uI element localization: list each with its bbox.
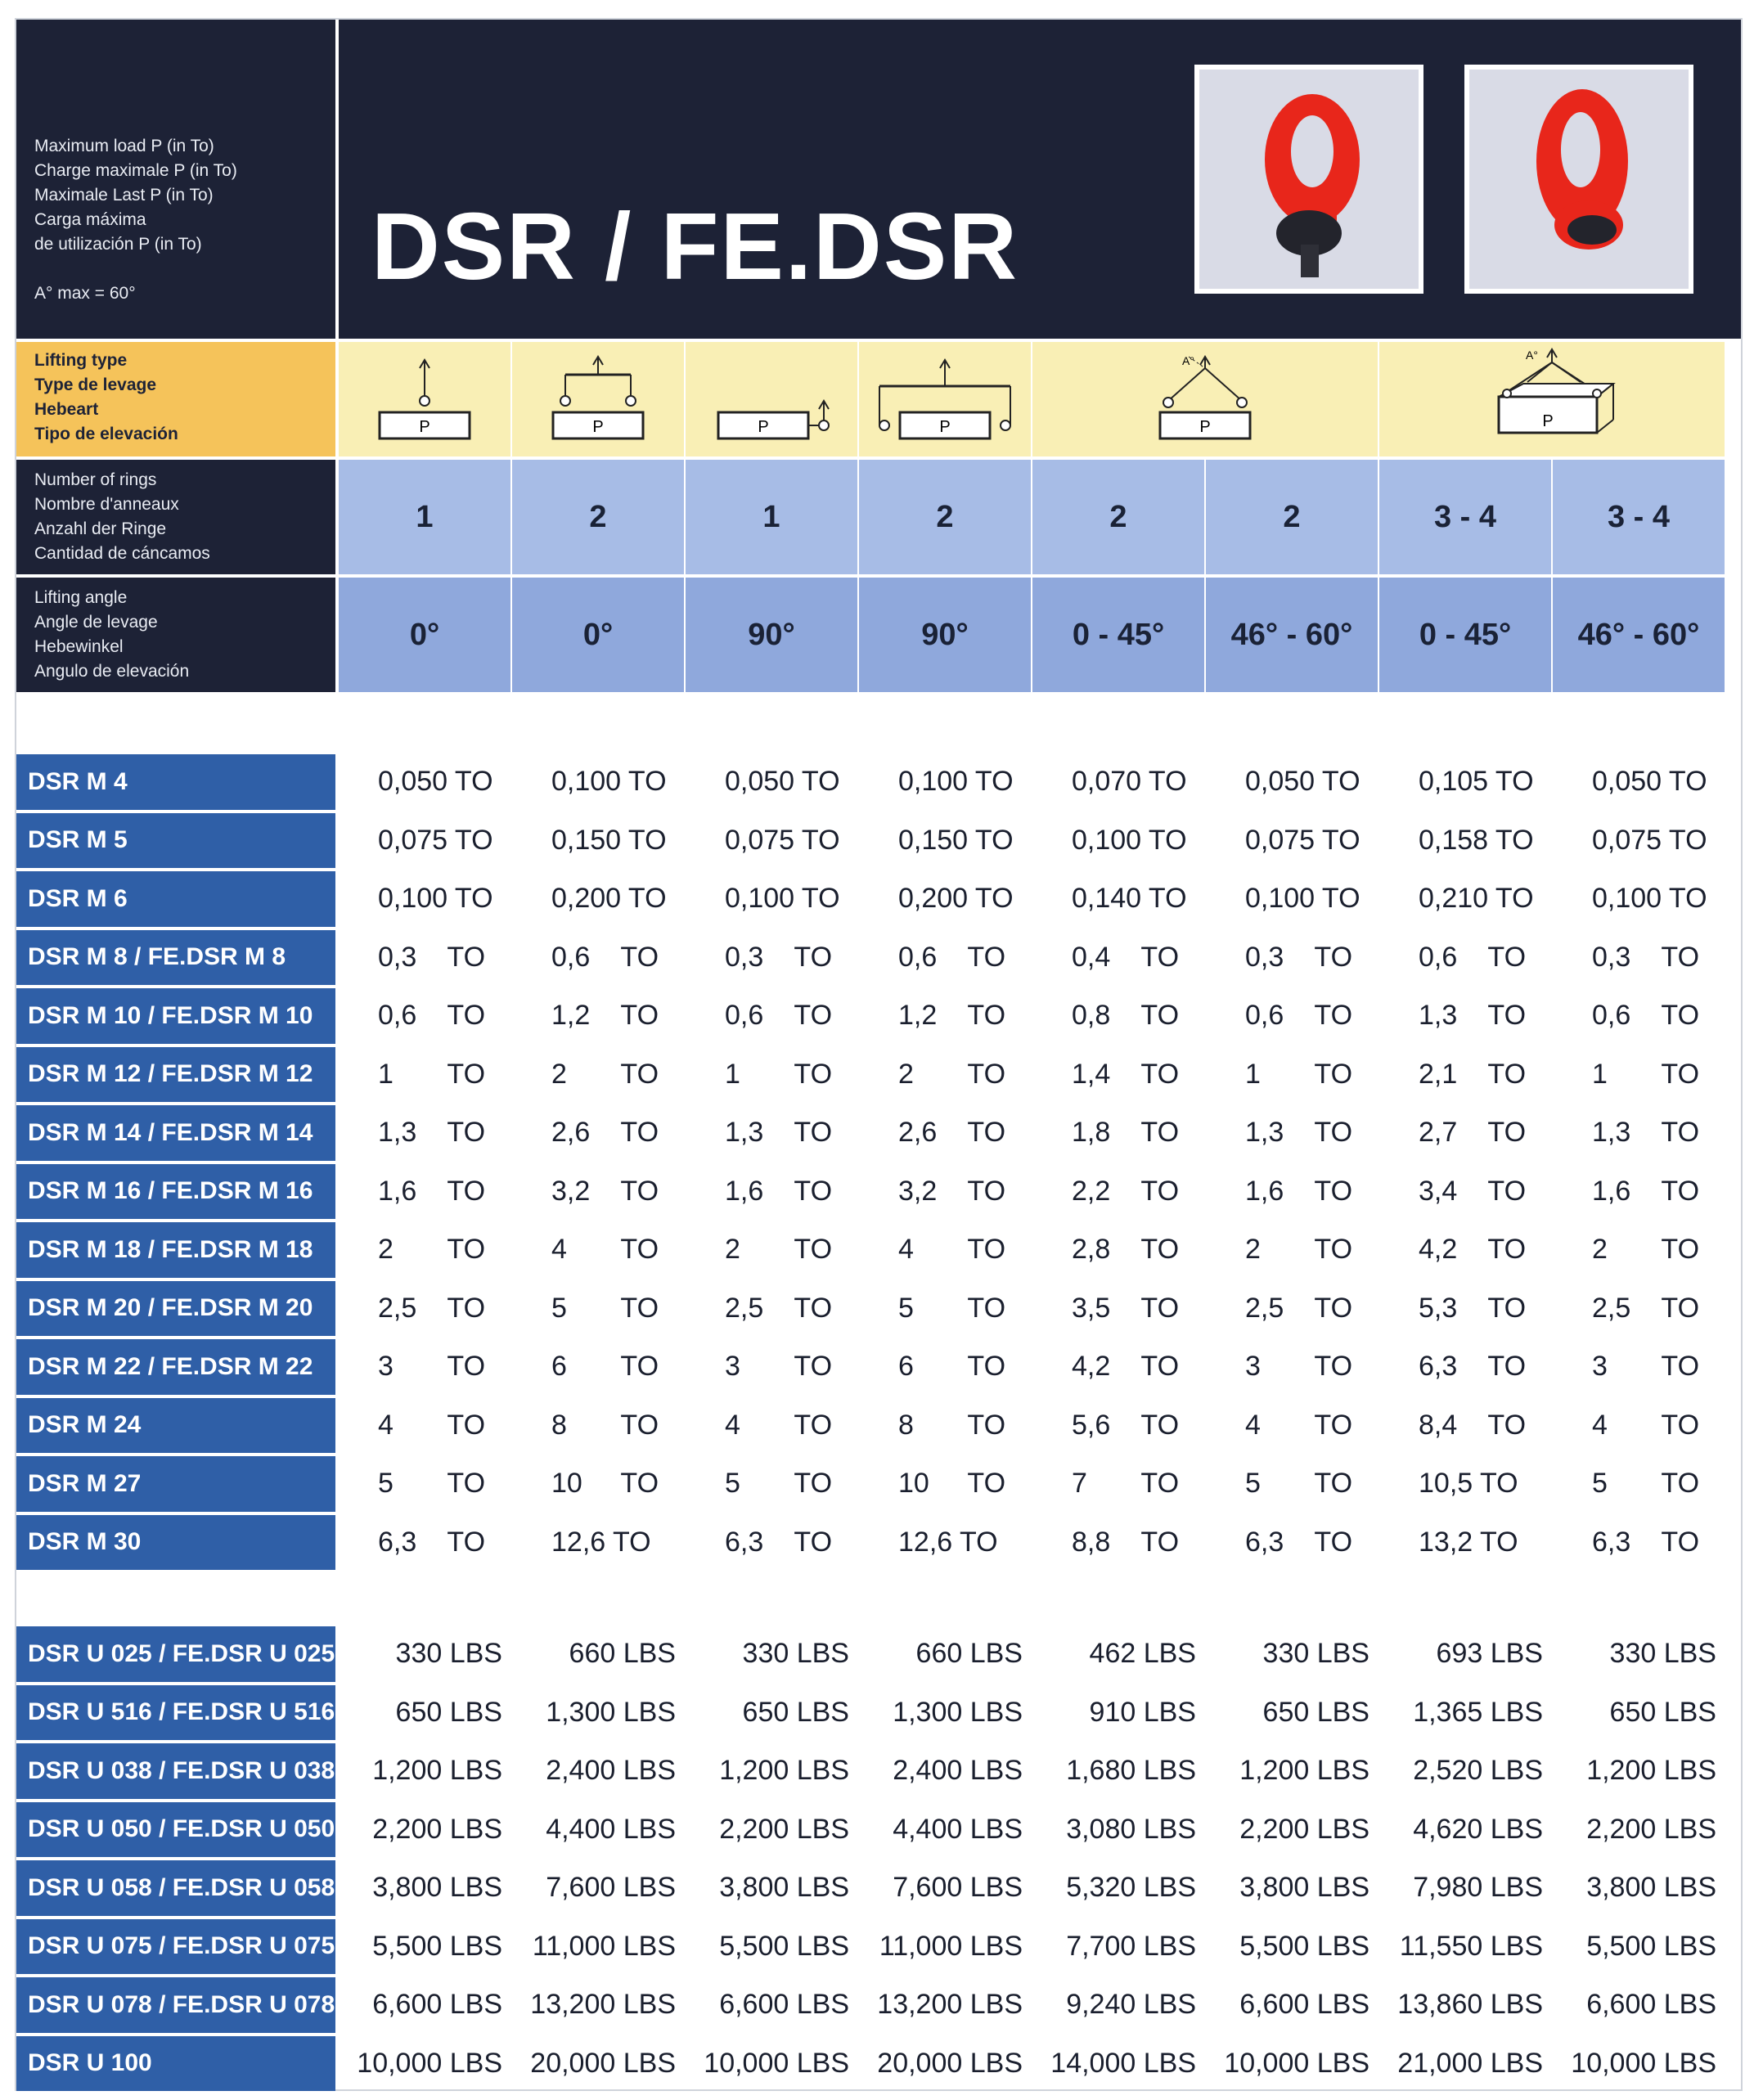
rings-cell: 2 [1032,460,1204,574]
load-value-cell: 1,6 TO [378,1175,486,1207]
load-value-cell: 7,600 LBS [546,1872,676,1904]
load-value-cell: 6,600 LBS [1586,1989,1716,2021]
row-label: DSR M 8 / FE.DSR M 8 [16,930,335,986]
load-value-cell: 650 LBS [395,1696,502,1728]
load-value-cell: 6,600 LBS [372,1989,502,2021]
load-value-cell: 5,3 TO [1419,1292,1527,1324]
load-value-cell: 2,200 LBS [719,1813,849,1845]
load-value-cell: 5,500 LBS [1239,1930,1369,1962]
row-label: DSR M 20 / FE.DSR M 20 [16,1281,335,1337]
load-value-cell: 12,6 TO [551,1526,651,1558]
load-value-cell: 0,100 TO [725,883,840,915]
load-value-cell: 4 TO [551,1234,659,1266]
angle-cell: 46° - 60° [1206,578,1378,692]
load-value-cell: 4,2 TO [1419,1234,1527,1266]
load-value-cell: 2 TO [378,1234,486,1266]
load-value-cell: 1,680 LBS [1066,1755,1196,1787]
load-value-cell: 0,075 TO [725,824,840,856]
label-line: Lifting type [34,351,128,370]
double-vertical-lift-icon [512,342,684,456]
header-title-panel [339,20,1741,339]
load-value-cell: 13,2 TO [1419,1526,1518,1558]
row-label: DSR M 24 [16,1398,335,1454]
load-value-cell: 7,700 LBS [1066,1930,1196,1962]
load-value-cell: 330 LBS [395,1638,502,1670]
svg-text:P: P [1199,418,1211,436]
load-value-cell: 0,200 TO [551,883,667,915]
load-value-cell: 3,2 TO [898,1175,1006,1207]
load-value-cell: 2,5 TO [1245,1292,1353,1324]
load-value-cell: 4,620 LBS [1413,1813,1543,1845]
label-line: Lifting angle [34,588,128,607]
load-value-cell: 9,240 LBS [1066,1989,1196,2021]
load-value-cell: 2 TO [1245,1234,1353,1266]
load-value-cell: 0,150 TO [551,824,667,856]
load-value-cell: 1,3 TO [1419,1000,1527,1032]
svg-text:P: P [1542,412,1554,430]
load-value-cell: 20,000 LBS [877,2047,1023,2079]
label-line: Carga máxima [34,210,146,229]
load-value-cell: 6,3 TO [1419,1351,1527,1383]
load-value-cell: 5 TO [551,1292,659,1324]
load-value-cell: 2,200 LBS [372,1813,502,1845]
load-value-cell: 0,158 TO [1419,824,1534,856]
load-value-cell: 1,200 LBS [1586,1755,1716,1787]
load-value-cell: 2,200 LBS [1239,1813,1369,1845]
load-value-cell: 0,075 TO [378,824,493,856]
row-label: DSR M 12 / FE.DSR M 12 [16,1047,335,1103]
load-value-cell: 6,3 TO [725,1526,833,1558]
load-value-cell: 0,100 TO [1072,824,1187,856]
load-value-cell: 2 TO [551,1058,659,1090]
number-of-rings-label [16,460,335,574]
label-line: Cantidad de cáncamos [34,544,210,563]
load-value-cell: 3,800 LBS [372,1872,502,1904]
load-value-cell: 650 LBS [1609,1696,1716,1728]
load-value-cell: 4,2 TO [1072,1351,1180,1383]
load-value-cell: 0,105 TO [1419,766,1534,798]
load-value-cell: 330 LBS [1262,1638,1369,1670]
load-value-cell: 0,100 TO [1245,883,1360,915]
load-value-cell: 1,3 TO [1592,1117,1700,1149]
row-label: DSR M 14 / FE.DSR M 14 [16,1105,335,1161]
load-value-cell: 1,6 TO [725,1175,833,1207]
load-value-cell: 10,000 LBS [1224,2047,1369,2079]
angle-cell: 0° [339,578,510,692]
load-value-cell: 0,100 TO [551,766,667,798]
load-value-cell: 21,000 LBS [1397,2047,1543,2079]
three-four-leg-lift-icon [1379,342,1725,456]
load-value-cell: 5,6 TO [1072,1409,1180,1441]
load-value-cell: 0,050 TO [378,766,493,798]
load-value-cell: 0,100 TO [898,766,1014,798]
load-value-cell: 0,070 TO [1072,766,1187,798]
load-value-cell: 1,365 LBS [1413,1696,1543,1728]
label-line: Anzahl der Ringe [34,519,167,538]
load-value-cell: 4 TO [898,1234,1006,1266]
load-value-cell: 4 TO [1592,1409,1700,1441]
load-value-cell: 2,400 LBS [893,1755,1023,1787]
load-value-cell: 1,200 LBS [1239,1755,1369,1787]
label-line: Hebewinkel [34,637,124,656]
load-value-cell: 5 TO [898,1292,1006,1324]
label-line: Number of rings [34,470,157,489]
load-value-cell: 1,8 TO [1072,1117,1180,1149]
load-value-cell: 10,000 LBS [1571,2047,1716,2079]
load-value-cell: 6,600 LBS [1239,1989,1369,2021]
load-value-cell: 0,050 TO [1245,766,1360,798]
load-value-cell: 1,200 LBS [372,1755,502,1787]
row-label: DSR M 5 [16,813,335,869]
label-line [34,257,237,281]
load-value-cell: 0,210 TO [1419,883,1534,915]
load-value-cell: 2,400 LBS [546,1755,676,1787]
load-value-cell: 3,2 TO [551,1175,659,1207]
load-value-cell: 4,400 LBS [546,1813,676,1845]
svg-text:P: P [592,418,604,436]
load-value-cell: 0,6 TO [551,941,659,973]
angle-cell: 46° - 60° [1553,578,1725,692]
row-label: DSR M 16 / FE.DSR M 16 [16,1164,335,1220]
label-line: Maximum load P (in To) [34,137,214,155]
load-value-cell: 13,200 LBS [530,1989,676,2021]
load-value-cell: 1 TO [1592,1058,1700,1090]
load-value-cell: 330 LBS [742,1638,849,1670]
rings-cell: 3 - 4 [1553,460,1725,574]
row-label: DSR U 075 / FE.DSR U 075 [16,1919,335,1975]
load-value-cell: 0,3 TO [1245,941,1353,973]
load-value-cell: 3,080 LBS [1066,1813,1196,1845]
row-label: DSR U 025 / FE.DSR U 025 [16,1626,335,1682]
two-leg-angled-lift-icon [1032,342,1378,456]
load-value-cell: 3,4 TO [1419,1175,1527,1207]
load-value-cell: 14,000 LBS [1050,2047,1196,2079]
load-value-cell: 0,075 TO [1592,824,1707,856]
load-value-cell: 2,5 TO [378,1292,486,1324]
load-value-cell: 1,3 TO [378,1117,486,1149]
load-value-cell: 2,8 TO [1072,1234,1180,1266]
row-label: DSR U 078 / FE.DSR U 078 [16,1977,335,2033]
load-value-cell: 1,300 LBS [546,1696,676,1728]
load-value-cell: 2,7 TO [1419,1117,1527,1149]
label-line: Angulo de elevación [34,662,190,681]
load-value-cell: 3,800 LBS [1586,1872,1716,1904]
red-swivel-eye-bolt-photo [1194,65,1423,294]
lifting-angle-label [16,578,335,692]
load-value-cell: 10,5 TO [1419,1468,1518,1500]
load-value-cell: 10,000 LBS [704,2047,849,2079]
load-value-cell: 1,4 TO [1072,1058,1180,1090]
load-value-cell: 6,600 LBS [719,1989,849,2021]
load-value-cell: 5,320 LBS [1066,1872,1196,1904]
label-line: de utilización P (in To) [34,235,202,254]
load-value-cell: 8,4 TO [1419,1409,1527,1441]
load-value-cell: 5 TO [1245,1468,1353,1500]
load-value-cell: 2,1 TO [1419,1058,1527,1090]
load-value-cell: 10,000 LBS [357,2047,502,2079]
product-title: DSR / FE.DSR [371,193,1019,299]
row-label: DSR U 100 [16,2036,335,2092]
load-value-cell: 5,500 LBS [372,1930,502,1962]
load-value-cell: 6,3 TO [378,1526,486,1558]
rings-cell: 2 [859,460,1031,574]
load-value-cell: 7 TO [1072,1468,1180,1500]
load-value-cell: 2,5 TO [1592,1292,1700,1324]
rings-cell: 1 [686,460,857,574]
load-value-cell: 1 TO [378,1058,486,1090]
row-label: DSR U 058 / FE.DSR U 058 [16,1860,335,1916]
double-side-lift-icon [859,342,1031,456]
load-value-cell: 6 TO [898,1351,1006,1383]
load-value-cell: 3 TO [378,1351,486,1383]
load-value-cell: 1,6 TO [1245,1175,1353,1207]
load-value-cell: 7,600 LBS [893,1872,1023,1904]
load-value-cell: 2,520 LBS [1413,1755,1543,1787]
load-value-cell: 0,150 TO [898,824,1014,856]
svg-text:P: P [419,418,430,436]
angle-cell: 90° [686,578,857,692]
angle-cell: 0° [512,578,684,692]
load-value-cell: 660 LBS [569,1638,676,1670]
label-line: Nombre d'anneaux [34,495,179,514]
red-swivel-eye-nut-photo [1464,65,1693,294]
load-value-cell: 13,200 LBS [877,1989,1023,2021]
svg-text:P: P [939,418,951,436]
load-value-cell: 8,8 TO [1072,1526,1180,1558]
load-value-cell: 5 TO [378,1468,486,1500]
load-value-cell: 1,3 TO [725,1117,833,1149]
row-label: DSR M 22 / FE.DSR M 22 [16,1339,335,1395]
load-value-cell: 0,6 TO [1592,1000,1700,1032]
load-value-cell: 2,6 TO [898,1117,1006,1149]
load-value-cell: 5 TO [1592,1468,1700,1500]
load-value-cell: 2,5 TO [725,1292,833,1324]
load-value-cell: 4 TO [378,1409,486,1441]
label-line: Type de levage [34,375,157,394]
single-vertical-lift-icon [339,342,510,456]
label-line: Tipo de elevación [34,425,178,443]
load-value-cell: 7,980 LBS [1413,1872,1543,1904]
load-value-cell: 3,800 LBS [1239,1872,1369,1904]
load-value-cell: 10 TO [551,1468,659,1500]
load-value-cell: 2,200 LBS [1586,1813,1716,1845]
load-value-cell: 4,400 LBS [893,1813,1023,1845]
load-value-cell: 0,8 TO [1072,1000,1180,1032]
load-value-cell: 6,3 TO [1245,1526,1353,1558]
load-value-cell: 0,140 TO [1072,883,1187,915]
load-value-cell: 1,200 LBS [719,1755,849,1787]
row-label: DSR M 18 / FE.DSR M 18 [16,1222,335,1278]
load-value-cell: 8 TO [551,1409,659,1441]
load-value-cell: 0,100 TO [378,883,493,915]
row-label: DSR M 6 [16,871,335,927]
load-value-cell: 11,550 LBS [1399,1930,1543,1962]
load-value-cell: 0,4 TO [1072,941,1180,973]
label-line: Hebeart [34,400,99,419]
load-value-cell: 650 LBS [742,1696,849,1728]
load-value-cell: 0,075 TO [1245,824,1360,856]
load-value-cell: 910 LBS [1089,1696,1196,1728]
load-value-cell: 5,500 LBS [1586,1930,1716,1962]
load-value-cell: 8 TO [898,1409,1006,1441]
load-value-cell: 1,3 TO [1245,1117,1353,1149]
load-value-cell: 2,6 TO [551,1117,659,1149]
load-value-cell: 1 TO [725,1058,833,1090]
rings-cell: 1 [339,460,510,574]
row-label: DSR M 30 [16,1515,335,1571]
load-value-cell: 4 TO [1245,1409,1353,1441]
svg-text:P: P [758,418,769,436]
load-value-cell: 0,6 TO [725,1000,833,1032]
load-value-cell: 1,300 LBS [893,1696,1023,1728]
row-label: DSR M 27 [16,1456,335,1512]
lifting-type-label [16,342,335,456]
load-value-cell: 0,050 TO [725,766,840,798]
load-value-cell: 0,100 TO [1592,883,1707,915]
load-value-cell: 650 LBS [1262,1696,1369,1728]
load-value-cell: 462 LBS [1089,1638,1196,1670]
load-value-cell: 1,2 TO [898,1000,1006,1032]
load-value-cell: 660 LBS [915,1638,1023,1670]
load-value-cell: 0,6 TO [1419,941,1527,973]
load-value-cell: 5 TO [725,1468,833,1500]
load-value-cell: 1,2 TO [551,1000,659,1032]
load-value-cell: 0,200 TO [898,883,1014,915]
row-label: DSR U 516 / FE.DSR U 516 [16,1685,335,1741]
rings-cell: 3 - 4 [1379,460,1551,574]
load-value-cell: 0,6 TO [1245,1000,1353,1032]
load-value-cell: 10 TO [898,1468,1006,1500]
load-value-cell: 1,6 TO [1592,1175,1700,1207]
load-value-cell: 3 TO [725,1351,833,1383]
load-value-cell: 3,5 TO [1072,1292,1180,1324]
load-value-cell: 2 TO [1592,1234,1700,1266]
load-value-cell: 6 TO [551,1351,659,1383]
max-load-info-text [34,134,237,306]
row-label: DSR U 050 / FE.DSR U 050 [16,1802,335,1858]
load-value-cell: 0,3 TO [725,941,833,973]
header-info-panel [16,20,335,339]
load-value-cell: 0,6 TO [898,941,1006,973]
label-line: Charge maximale P (in To) [34,161,237,180]
load-value-cell: 3,800 LBS [719,1872,849,1904]
load-value-cell: 3 TO [1592,1351,1700,1383]
rings-cell: 2 [1206,460,1378,574]
row-label: DSR M 4 [16,754,335,810]
load-value-cell: 20,000 LBS [530,2047,676,2079]
load-value-cell: 330 LBS [1609,1638,1716,1670]
load-value-cell: 0,3 TO [1592,941,1700,973]
load-value-cell: 1 TO [1245,1058,1353,1090]
load-value-cell: 693 LBS [1436,1638,1543,1670]
load-value-cell: 5,500 LBS [719,1930,849,1962]
load-value-cell: 11,000 LBS [879,1930,1023,1962]
svg-text:A°: A° [1182,354,1194,367]
load-value-cell: 0,3 TO [378,941,486,973]
rings-cell: 2 [512,460,684,574]
label-line: Angle de levage [34,613,158,632]
row-label: DSR U 038 / FE.DSR U 038 [16,1743,335,1799]
load-value-cell: 3 TO [1245,1351,1353,1383]
angle-cell: 0 - 45° [1032,578,1204,692]
load-value-cell: 6,3 TO [1592,1526,1700,1558]
load-value-cell: 2 TO [898,1058,1006,1090]
row-label: DSR M 10 / FE.DSR M 10 [16,988,335,1044]
label-line: Maximale Last P (in To) [34,186,214,205]
load-value-cell: 11,000 LBS [532,1930,676,1962]
load-table-page [15,18,1743,2091]
single-side-lift-icon [686,342,857,456]
angle-cell: 90° [859,578,1031,692]
load-value-cell: 2 TO [725,1234,833,1266]
svg-text:A°: A° [1526,349,1538,362]
load-value-cell: 2,2 TO [1072,1175,1180,1207]
load-value-cell: 13,860 LBS [1397,1989,1543,2021]
load-value-cell: 12,6 TO [898,1526,998,1558]
load-value-cell: 0,6 TO [378,1000,486,1032]
load-value-cell: 4 TO [725,1409,833,1441]
label-line: A° max = 60° [34,284,136,303]
angle-cell: 0 - 45° [1379,578,1551,692]
load-value-cell: 0,050 TO [1592,766,1707,798]
